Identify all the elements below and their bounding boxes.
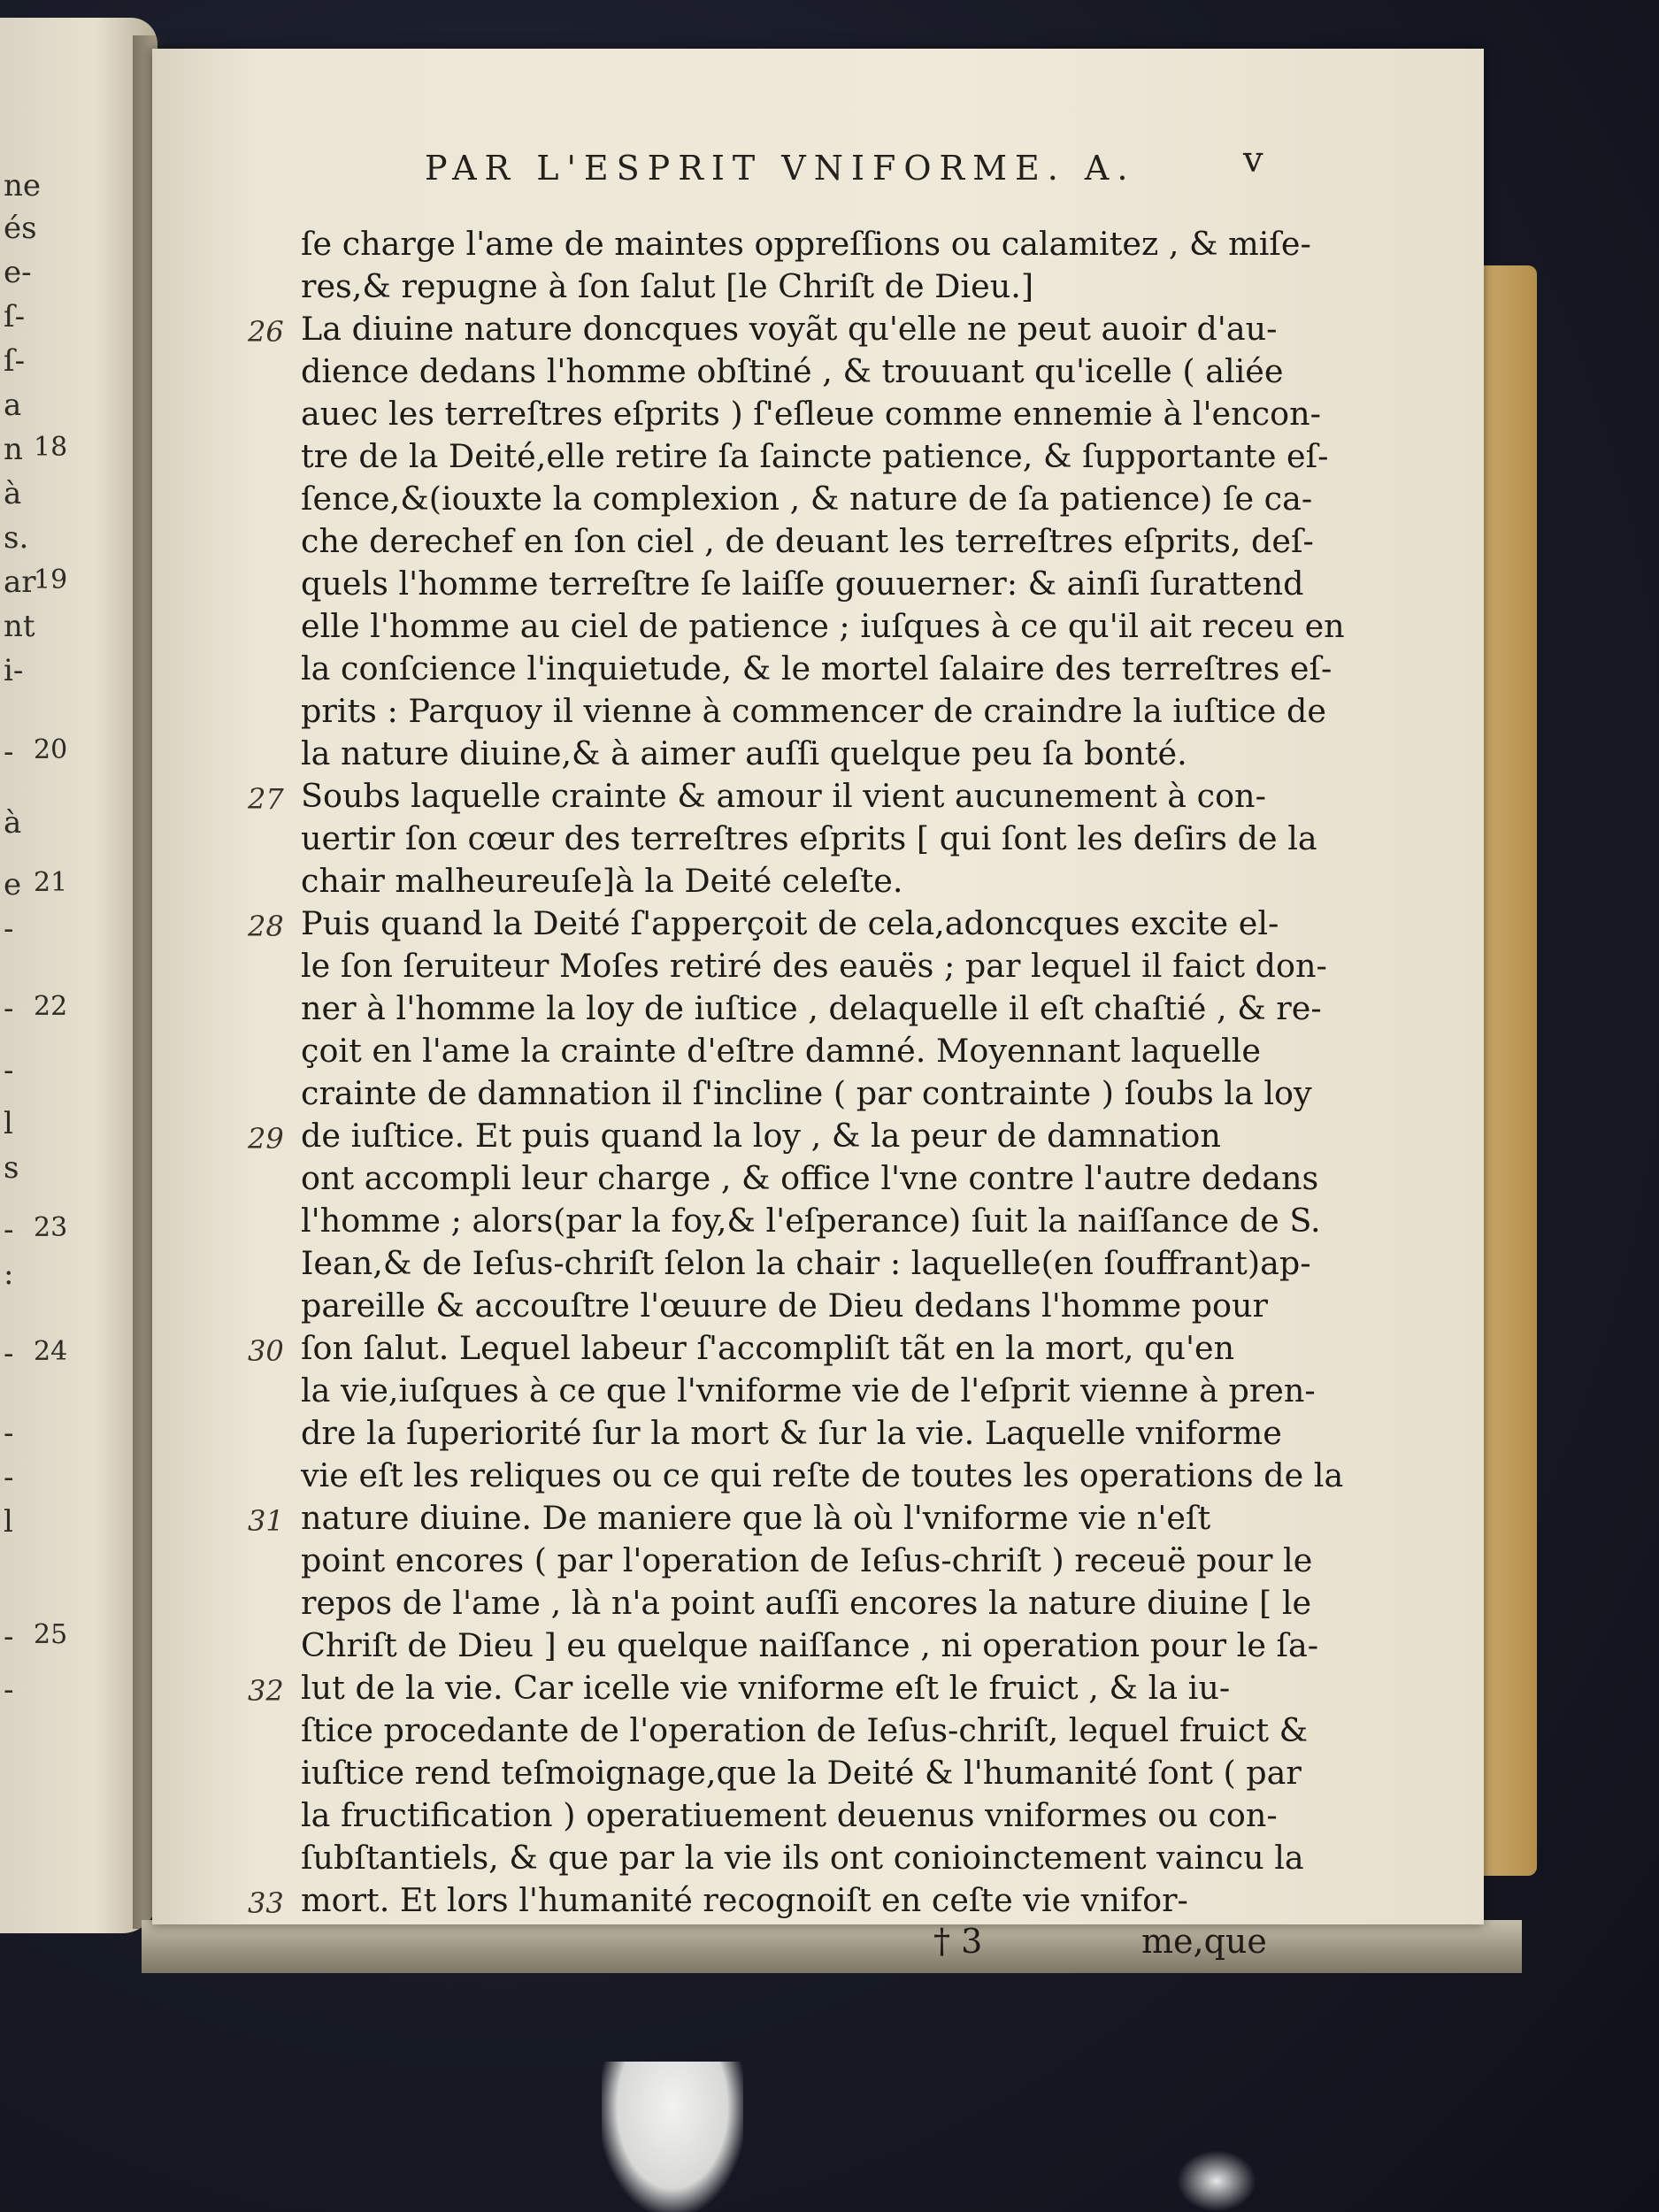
text-line: la vie,iuſques à ce que l'vniforme vie de l'eſprit vienne à pren- (301, 1371, 1316, 1409)
text-line: la fructification ) operatiuement deuenus vniformes ou con- (301, 1796, 1278, 1834)
page-edge-strip (1484, 265, 1537, 1876)
left-line-end: l (4, 1106, 13, 1141)
left-line-end: - (4, 1053, 14, 1088)
text-line: dre la ſuperiorité ſur la mort & ſur la vie. Laquelle vniforme (301, 1414, 1282, 1452)
left-line-end: ſ- (4, 343, 26, 379)
verse-number: 28 (248, 910, 284, 943)
left-line-end: ne (4, 168, 42, 204)
page-bottom-edge (142, 1920, 1522, 1973)
text-line: ſe charge l'ame de maintes oppreſſions ou calamitez , & miſe- (301, 225, 1311, 263)
text-line: che derechef en ſon ciel , de deuant les terreſtres eſprits, deſ- (301, 522, 1314, 560)
left-line-end: ar 19 (4, 565, 68, 600)
verse-number: 32 (248, 1674, 284, 1708)
left-line-end: - 24 (4, 1336, 68, 1371)
left-line-end: e- (4, 255, 32, 290)
text-line: prits : Parquoy il vienne à commencer de craindre la iuſtice de (301, 692, 1326, 730)
left-line-end: - 22 (4, 991, 68, 1026)
text-line: la conſcience l'inquietude, & le mortel ſalaire des terreſtres eſ- (301, 649, 1333, 687)
left-line-end: - 25 (4, 1619, 68, 1655)
text-line: ont accompli leur charge , & office l'vne contre l'autre dedans (301, 1159, 1319, 1197)
text-line: crainte de damnation il ſ'incline ( par contrainte ) ſoubs la loy (301, 1074, 1312, 1112)
text-line: dience dedans l'homme obſtiné , & trouuant qu'icelle ( aliée (301, 352, 1284, 390)
text-line: Soubs laquelle crainte & amour il vient aucunement à con- (301, 777, 1266, 815)
text-line: pareille & accouſtre l'œuure de Dieu dedans l'homme pour (301, 1286, 1268, 1325)
text-line: l'homme ; alors(par la foy,& l'eſperance) ſuit la naiſſance de S. (301, 1202, 1321, 1240)
text-line: mort. Et lors l'humanité recognoiſt en ceſte vie vnifor- (301, 1881, 1188, 1919)
text-line: repos de l'ame , là n'a point auſſi encores la nature diuine [ le (301, 1584, 1312, 1622)
left-margin-number: 23 (34, 1212, 68, 1243)
ribbon-bookmark-end (1177, 2150, 1256, 2212)
left-line-end: e 21 (4, 867, 68, 902)
text-line: res,& repugne à ſon ſalut [le Chriſt de Dieu.] (301, 267, 1034, 305)
ribbon-bookmark (602, 2062, 743, 2212)
text-line: lut de la vie. Car icelle vie vniforme eſt le fruict , & la iu- (301, 1669, 1231, 1707)
left-line-end: a (4, 388, 22, 423)
text-line: ner à l'homme la loy de iuſtice , delaquelle il eſt chaſtié , & re- (301, 989, 1322, 1027)
verse-number: 26 (248, 315, 284, 349)
text-line: Iean,& de Ieſus-chriſt ſelon la chair : laquelle(en ſouffrant)ap- (301, 1244, 1311, 1282)
left-margin-number: 22 (34, 991, 68, 1022)
left-line-end: - 20 (4, 734, 68, 770)
left-margin-number: 25 (34, 1619, 68, 1650)
text-line: auec les terreſtres eſprits ) ſ'eſleue comme ennemie à l'encon- (301, 395, 1321, 433)
left-line-end: - (4, 1672, 14, 1708)
text-line: La diuine nature doncques voyãt qu'elle ne peut auoir d'au- (301, 310, 1278, 348)
left-line-end: - 23 (4, 1212, 68, 1248)
text-line: uertir ſon cœur des terreſtres eſprits [ qui ſont les deſirs de la (301, 819, 1317, 857)
verse-number: 31 (248, 1504, 284, 1538)
text-line: ſon ſalut. Lequel labeur ſ'accompliſt tãt en la mort, qu'en (301, 1329, 1235, 1367)
text-line: ſtice procedante de l'operation de Ieſus-chriſt, lequel fruict & (301, 1711, 1309, 1749)
verse-number: 30 (248, 1334, 284, 1368)
signature-mark: † 3 (933, 1922, 983, 1961)
left-line-end: - (4, 1416, 14, 1451)
text-line: quels l'homme terreſtre ſe laiſſe gouuerner: & ainſi ſurattend (301, 565, 1304, 603)
left-line-end: s. (4, 520, 29, 556)
left-line-end: : (4, 1256, 14, 1292)
left-line-end: s (4, 1150, 19, 1186)
left-line-end: nt (4, 609, 35, 644)
text-line: le ſon ſeruiteur Moſes retiré des eauës ; par lequel il faict don- (301, 947, 1327, 985)
verse-number: 27 (248, 782, 284, 816)
text-line: Puis quand la Deité ſ'apperçoit de cela,adoncques excite el- (301, 904, 1279, 942)
left-margin-number: 20 (34, 734, 68, 765)
text-line: iuſtice rend teſmoignage,que la Deité & l'humanité ſont ( par (301, 1754, 1302, 1792)
verse-number: 33 (248, 1886, 284, 1920)
left-line-end: és (4, 211, 37, 246)
text-line: elle l'homme au ciel de patience ; iuſques à ce qu'il ait receu en (301, 607, 1345, 645)
left-line-end: - (4, 1460, 14, 1495)
catchword: me,que (1141, 1922, 1267, 1961)
left-line-end: n 18 (4, 432, 68, 467)
left-line-end: ſ- (4, 299, 26, 334)
left-line-end: i- (4, 653, 24, 688)
folio-number: v (1243, 140, 1263, 180)
left-line-end: à (4, 476, 22, 511)
running-head: PAR L'ESPRIT VNIFORME. A. (425, 149, 1136, 188)
left-margin-number: 21 (34, 867, 68, 898)
text-line: ſubſtantiels, & que par la vie ils ont conioinctement vaincu la (301, 1839, 1304, 1877)
verse-number: 29 (248, 1122, 284, 1156)
left-margin-number: 18 (34, 432, 68, 463)
text-line: point encores ( par l'operation de Ieſus-chriſt ) receuë pour le (301, 1541, 1313, 1579)
text-line: nature diuine. De maniere que là où l'vniforme vie n'eſt (301, 1499, 1211, 1537)
text-line: çoit en l'ame la crainte d'eſtre damné. Moyennant laquelle (301, 1032, 1261, 1070)
text-line: de iuſtice. Et puis quand la loy , & la peur de damnation (301, 1117, 1221, 1155)
left-line-end: - (4, 911, 14, 947)
text-line: tre de la Deité,elle retire ſa ſaincte patience, & ſupportante eſ- (301, 437, 1329, 475)
text-line: la nature diuine,& à aimer auſſi quelque peu ſa bonté. (301, 734, 1187, 772)
text-line: ſence,&(iouxte la complexion , & nature de ſa patience) ſe ca- (301, 480, 1313, 518)
left-line-end: l (4, 1504, 13, 1540)
left-margin-number: 24 (34, 1336, 68, 1367)
text-line: Chriſt de Dieu ] eu quelque naiſſance , ni operation pour le ſa- (301, 1626, 1319, 1664)
left-margin-number: 19 (34, 565, 68, 595)
left-line-end: à (4, 805, 22, 841)
text-line: vie eſt les reliques ou ce qui reſte de toutes les operations de la (301, 1456, 1344, 1494)
text-line: chair malheureuſe]à la Deité celeſte. (301, 862, 903, 900)
